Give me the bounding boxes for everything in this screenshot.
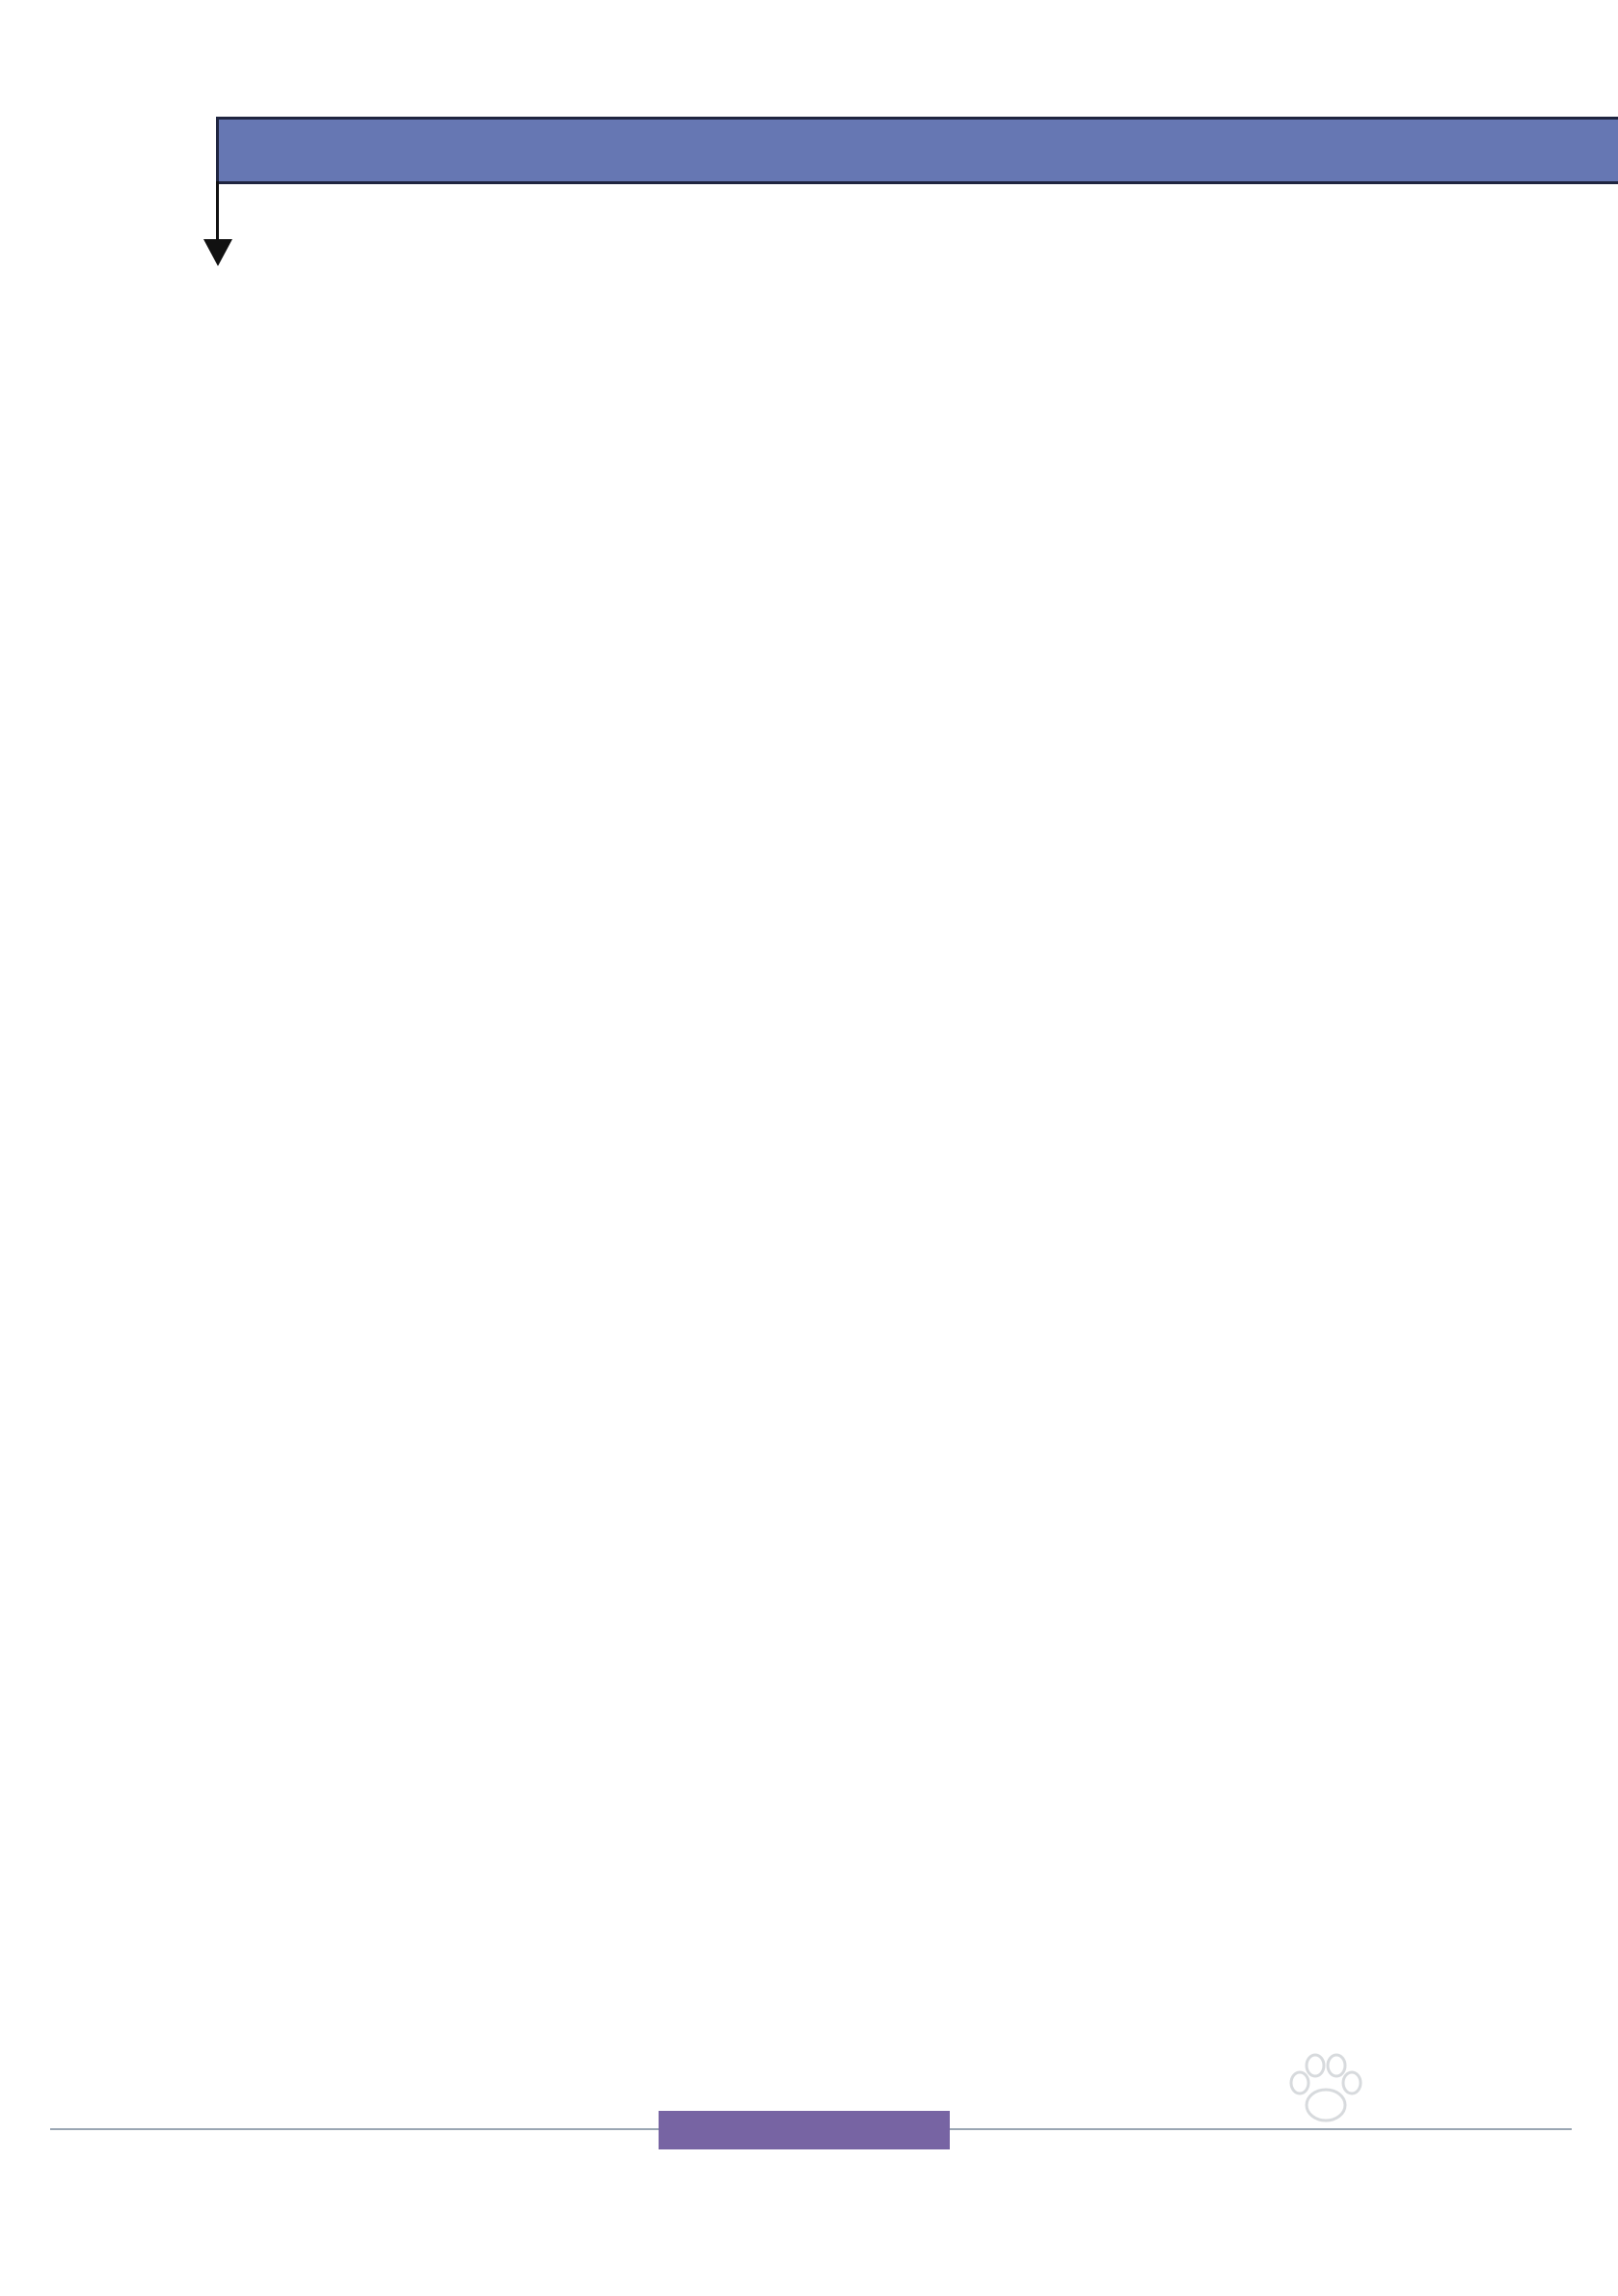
paw-icon	[1282, 2052, 1369, 2129]
watermark-logo	[1147, 2052, 1533, 2245]
page-number	[659, 2111, 950, 2149]
section-header-bar	[216, 117, 1618, 184]
continuation-arrow-stem	[216, 181, 219, 241]
down-arrow-icon	[203, 239, 232, 266]
